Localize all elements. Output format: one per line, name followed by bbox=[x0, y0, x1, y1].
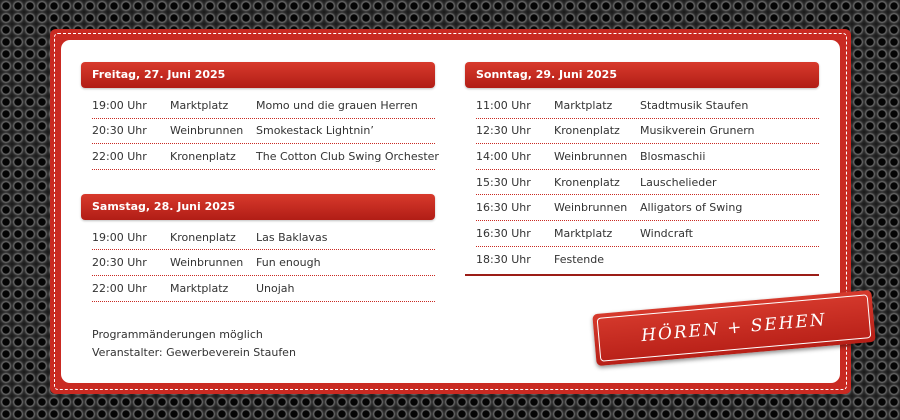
event-act: Unojah bbox=[256, 281, 295, 295]
changes-note: Programmänderungen möglich bbox=[92, 328, 263, 341]
event-act: Lauschelieder bbox=[640, 175, 717, 189]
day-header: Freitag, 27. Juni 2025 bbox=[81, 62, 435, 88]
event-row bbox=[92, 119, 435, 145]
event-place: Marktplatz bbox=[170, 98, 229, 112]
event-time: 15:30 Uhr bbox=[476, 175, 531, 189]
event-place: Weinbrunnen bbox=[170, 124, 244, 138]
event-time: 22:00 Uhr bbox=[92, 149, 147, 163]
day-saturday bbox=[81, 194, 435, 302]
event-time: 20:30 Uhr bbox=[92, 256, 147, 270]
event-row bbox=[476, 119, 819, 145]
day-header: Samstag, 28. Juni 2025 bbox=[81, 194, 435, 220]
event-place: Marktplatz bbox=[554, 226, 613, 240]
event-time: 11:00 Uhr bbox=[476, 98, 531, 112]
event-row bbox=[476, 93, 819, 119]
event-row bbox=[476, 247, 819, 273]
event-row bbox=[476, 144, 819, 170]
event-time: 16:30 Uhr bbox=[476, 201, 531, 215]
event-act: Smokestack Lightnin’ bbox=[256, 124, 374, 138]
event-act: Momo und die grauen Herren bbox=[256, 98, 418, 112]
event-act: The Cotton Club Swing Orchester bbox=[256, 149, 439, 163]
event-place: Weinbrunnen bbox=[554, 149, 628, 163]
event-place: Kronenplatz bbox=[170, 149, 236, 163]
event-act: Fun enough bbox=[256, 256, 321, 270]
event-row bbox=[92, 225, 435, 251]
left-column bbox=[81, 62, 439, 326]
event-time: 22:00 Uhr bbox=[92, 281, 147, 295]
event-row bbox=[476, 221, 819, 247]
event-time: 12:30 Uhr bbox=[476, 124, 531, 138]
day-sunday bbox=[465, 62, 819, 276]
day-friday bbox=[81, 62, 439, 170]
event-place: Kronenplatz bbox=[554, 124, 620, 138]
right-column bbox=[465, 62, 819, 300]
event-place: Festende bbox=[554, 252, 605, 266]
event-time: 16:30 Uhr bbox=[476, 226, 531, 240]
event-row bbox=[476, 195, 819, 221]
slogan-text: HÖREN + SEHEN bbox=[597, 294, 872, 362]
event-place: Marktplatz bbox=[554, 98, 613, 112]
event-time: 20:30 Uhr bbox=[92, 124, 147, 138]
event-time: 19:00 Uhr bbox=[92, 230, 147, 244]
closing-divider bbox=[465, 274, 819, 276]
event-act: Windcraft bbox=[640, 226, 693, 240]
event-row bbox=[92, 276, 435, 302]
footer-notes bbox=[92, 326, 296, 362]
event-place: Weinbrunnen bbox=[554, 201, 628, 215]
event-time: 18:30 Uhr bbox=[476, 252, 531, 266]
event-place: Weinbrunnen bbox=[170, 256, 244, 270]
event-place: Kronenplatz bbox=[170, 230, 236, 244]
event-place: Marktplatz bbox=[170, 281, 229, 295]
organizer-note: Veranstalter: Gewerbeverein Staufen bbox=[92, 346, 296, 359]
event-act: Alligators of Swing bbox=[640, 201, 743, 215]
event-row bbox=[92, 250, 435, 276]
event-act: Las Baklavas bbox=[256, 230, 328, 244]
day-header: Sonntag, 29. Juni 2025 bbox=[465, 62, 819, 88]
event-time: 14:00 Uhr bbox=[476, 149, 531, 163]
event-act: Blosmaschii bbox=[640, 149, 706, 163]
event-act: Musikverein Grunern bbox=[640, 124, 755, 138]
event-place: Kronenplatz bbox=[554, 175, 620, 189]
event-row bbox=[92, 144, 439, 170]
event-time: 19:00 Uhr bbox=[92, 98, 147, 112]
event-row bbox=[92, 93, 435, 119]
event-act: Stadtmusik Staufen bbox=[640, 98, 749, 112]
event-row bbox=[476, 170, 819, 196]
